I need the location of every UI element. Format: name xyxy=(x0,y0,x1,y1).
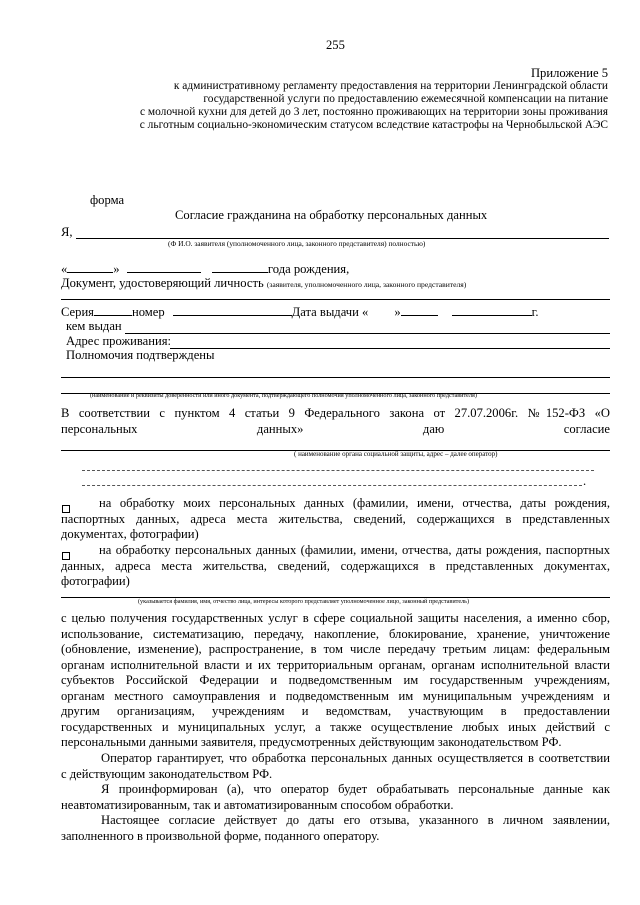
option-own-data-text xyxy=(61,496,610,543)
issued-by-label: кем выдан xyxy=(66,319,122,333)
paragraph-line: использование, систематизацию, передачу, накопление, блокирование, хранение, уничтожение xyxy=(61,626,610,641)
appendix-reference-line: с молочной кухни для детей до 3 лет, постоянно проживающих на территории зоны проживания xyxy=(139,106,608,118)
fio-hint: (Ф И.О. заявителя (уполномоченного лица, законного представителя) полностью) xyxy=(168,239,426,248)
authority-hint: (наименование и реквизиты доверенности или иного документа, подтверждающего полномочия уполномоченного лица, законного представителя) xyxy=(90,392,477,399)
issued-by-field[interactable] xyxy=(125,333,610,334)
series-field[interactable] xyxy=(94,315,132,316)
appendix-reference-line: к административному регламенту предоставления на территории Ленинградской области xyxy=(173,80,608,92)
identity-doc-hint: (заявителя, уполномоченного лица, законного представителя) xyxy=(266,280,467,289)
paragraph-line: документах, фотографии) xyxy=(61,527,199,541)
birth-day-field[interactable] xyxy=(67,272,113,273)
paragraph-line: Оператор гарантирует, что обработка персональных данных осуществляется в соответствии xyxy=(101,751,610,765)
appendix-reference-line: государственной услуги по предоставлению ежемесячной компенсации на питание xyxy=(203,93,608,105)
operator-field-2[interactable] xyxy=(82,470,594,471)
passport-row: Серия номер Дата выдачи « » г. xyxy=(61,305,539,319)
law-reference-line-2: персональных данных» даю согласие xyxy=(61,422,610,436)
paragraph-line: органам исполнительной власти и их территориальным органам, органам исполнительной власти xyxy=(61,657,610,672)
issue-month-field[interactable] xyxy=(401,315,438,316)
identity-doc-row xyxy=(61,276,466,291)
address-label: Адрес проживания: xyxy=(66,334,172,348)
paragraph-line: с действующим законодательством РФ. xyxy=(61,766,273,781)
paragraph-line: субъектов Российской Федерации и подведомственным им государственным учреждениям, xyxy=(61,673,610,687)
paragraph-line: (обновление, изменение), распространение, в том числе передачу третьим лицам: федеральным xyxy=(61,642,610,656)
ya-label: Я, xyxy=(61,225,73,239)
identity-doc-label: Документ, удостоверяющий личность xyxy=(61,276,264,290)
issue-year-field[interactable] xyxy=(452,315,532,316)
paragraph-line: Я проинформирован (а), что оператор будет обрабатывать персональные данные как xyxy=(101,782,610,796)
paragraph-line: фотографии) xyxy=(61,574,130,588)
birth-month-field[interactable] xyxy=(127,272,201,273)
paragraph-line: паспортных данных, адреса места жительства, сведений, содержащихся в представленных xyxy=(61,511,610,526)
option-represented-data-text xyxy=(61,543,610,590)
operator-end-dot: . xyxy=(583,474,587,488)
law-reference-line-1: В соответствии с пунктом 4 статьи 9 Федерального закона от 27.07.2006г. №152-ФЗ «О xyxy=(61,406,610,420)
appendix-reference-line: с льготным социально-экономическим статусом вследствие катастрофы на Чернобыльской АЭС xyxy=(139,119,608,131)
validity-paragraph xyxy=(61,813,610,844)
guarantee-paragraph xyxy=(61,751,610,782)
paragraph-line: государственных и муниципальных услуг, а также осуществление любых иных действий с xyxy=(61,719,610,734)
paragraph-line: заполненного в произвольной форме, поданного оператору. xyxy=(61,828,380,843)
birth-suffix: года рождения, xyxy=(267,262,350,276)
paragraph-line: с целью получения государственных услуг в сфере социальной защиты населения, а именно сбор, xyxy=(61,611,610,625)
paragraph-line: другим организациям, учреждениям и ведомствам, участвующим в предоставлении xyxy=(61,704,610,718)
authority-field-1[interactable] xyxy=(61,377,610,378)
page-number: 255 xyxy=(326,38,345,52)
paragraph-line: данных, адреса места жительства, сведений, содержащихся в представленных документах, xyxy=(61,558,610,573)
form-label: форма xyxy=(90,193,125,207)
paragraph-line: неавтоматизированным, так и автоматизированным способом обработки. xyxy=(61,797,454,812)
birth-date-row: « » года рождения, xyxy=(61,262,350,276)
purpose-paragraph xyxy=(61,611,610,751)
address-field[interactable] xyxy=(170,348,610,349)
operator-hint: ( наименование органа социальной защиты, адрес – далее оператор) xyxy=(294,450,498,458)
document-title: Согласие гражданина на обработку персональных данных xyxy=(175,208,488,222)
operator-field-3[interactable] xyxy=(82,485,582,486)
paragraph-line: персональными данными заявителя, предусмотренных действующим законодательством РФ. xyxy=(61,735,562,749)
authority-label: Полномочия подтверждены xyxy=(66,348,215,362)
paragraph-line: органам местного самоуправления и подведомственным им муниципальным учреждениям и xyxy=(61,688,610,703)
represented-person-hint: (указывается фамилия, имя, отчество лица, интересы которого представляет уполномоченное лицо, законный представитель) xyxy=(138,598,470,605)
paragraph-line: на обработку персональных данных (фамилии, имени, отчества, даты рождения, паспортных xyxy=(99,543,610,557)
appendix-reference xyxy=(140,80,608,132)
appendix-label: Приложение 5 xyxy=(530,66,608,80)
paragraph-line: Настоящее согласие действует до даты его отзыва, указанного в личном заявлении, xyxy=(101,813,610,827)
identity-doc-field[interactable] xyxy=(61,299,610,300)
paragraph-line: на обработку моих персональных данных (фамилии, имени, отчества, даты рождения, xyxy=(99,496,610,510)
number-field[interactable] xyxy=(173,315,292,316)
birth-year-field[interactable] xyxy=(212,272,268,273)
informed-paragraph xyxy=(61,782,610,813)
